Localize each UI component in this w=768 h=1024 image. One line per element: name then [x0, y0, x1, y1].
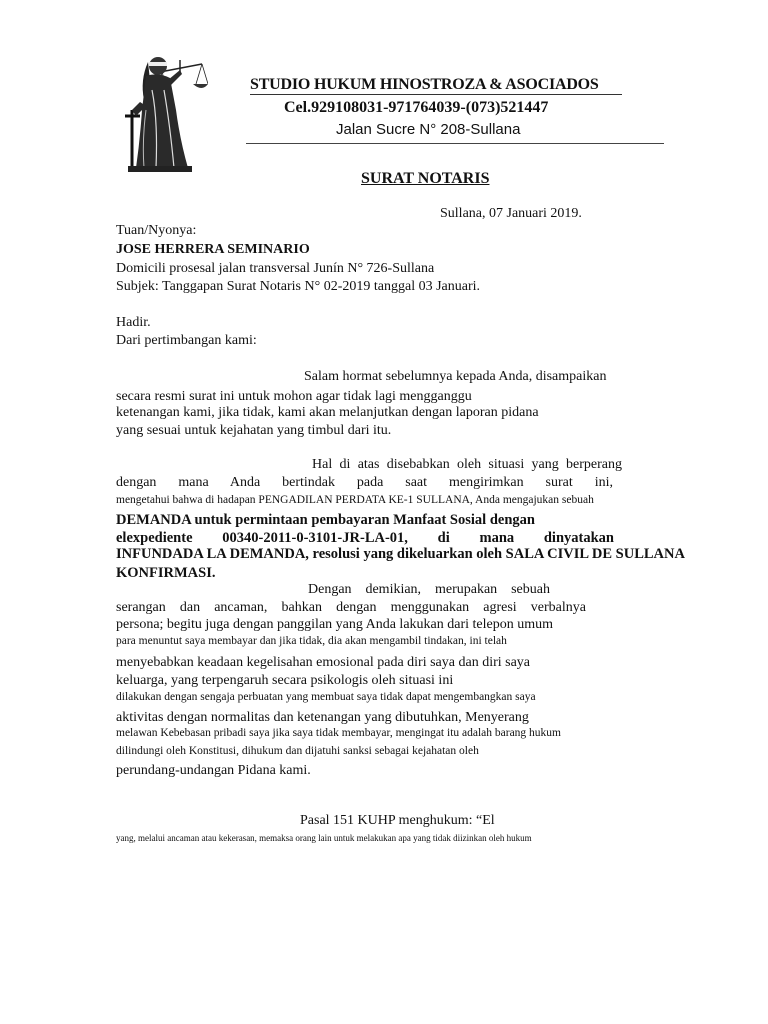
- paragraph-4-line: yang, melalui ancaman atau kekerasan, memaksa orang lain untuk melakukan apa yang tidak diizinkan oleh hukum: [116, 833, 532, 843]
- paragraph-3-line: serangan dan ancaman, bahkan dengan menggunakan agresi verbalnya: [116, 600, 586, 615]
- paragraph-4-line: Pasal 151 KUHP menghukum: “El: [300, 813, 495, 828]
- paragraph-2-line: INFUNDADA LA DEMANDA, resolusi yang dikeluarkan oleh SALA CIVIL DE SULLANA: [116, 546, 685, 562]
- lady-justice-icon: [118, 50, 208, 175]
- recipient-domicile: Domicili prosesal jalan transversal Junín N° 726-Sullana: [116, 261, 435, 276]
- paragraph-2-line: Hal di atas disebabkan oleh situasi yang berperang: [312, 457, 622, 472]
- recipient-name: JOSE HERRERA SEMINARIO: [116, 242, 310, 257]
- paragraph-2-line: mengetahui bahwa di hadapan PENGADILAN PERDATA KE-1 SULLANA, Anda mengajukan sebuah: [116, 494, 594, 506]
- salutation: Tuan/Nyonya:: [116, 223, 197, 238]
- paragraph-1-line: secara resmi surat ini untuk mohon agar tidak lagi mengganggu: [116, 389, 472, 404]
- paragraph-3-line: Dengan demikian, merupakan sebuah: [308, 582, 550, 597]
- paragraph-3-line: aktivitas dengan normalitas dan ketenangan yang dibutuhkan, Menyerang: [116, 710, 529, 725]
- paragraph-3-line: para menuntut saya membayar dan jika tidak, dia akan mengambil tindakan, ini telah: [116, 635, 507, 647]
- greeting: Hadir.: [116, 315, 151, 330]
- paragraph-3-line: menyebabkan keadaan kegelisahan emosional pada diri saya dan diri saya: [116, 655, 531, 670]
- firm-address: Jalan Sucre N° 208-Sullana: [336, 121, 521, 138]
- intro-line: Dari pertimbangan kami:: [116, 333, 257, 348]
- paragraph-3-line: melawan Kebebasan pribadi saya jika saya tidak membayar, mengingat itu adalah barang hukum: [116, 727, 562, 739]
- firm-name: STUDIO HUKUM HINOSTROZA & ASOCIADOS: [250, 76, 599, 93]
- paragraph-2-line: dengan mana Anda bertindak pada saat mengirimkan surat ini,: [116, 475, 613, 490]
- document-title: SURAT NOTARIS: [361, 170, 490, 187]
- paragraph-2-line: KONFIRMASI.: [116, 565, 216, 581]
- header-divider: [246, 143, 664, 144]
- firm-phones: Cel.929108031-971764039-(073)521447: [284, 99, 549, 116]
- paragraph-1-line: yang sesuai untuk kejahatan yang timbul dari itu.: [116, 423, 392, 438]
- paragraph-1-line: ketenangan kami, jika tidak, kami akan melanjutkan dengan laporan pidana: [116, 405, 539, 420]
- letter-date: Sullana, 07 Januari 2019.: [440, 206, 582, 221]
- paragraph-1-line: Salam hormat sebelumnya kepada Anda, disampaikan: [304, 369, 607, 384]
- firm-name-underline: [250, 94, 622, 95]
- paragraph-3-line: perundang-undangan Pidana kami.: [116, 763, 311, 778]
- paragraph-3-line: dilakukan dengan sengaja perbuatan yang membuat saya tidak dapat mengembangkan saya: [116, 691, 536, 703]
- paragraph-3-line: keluarga, yang terpengaruh secara psikologis oleh situasi ini: [116, 673, 454, 688]
- letter-subject: Subjek: Tanggapan Surat Notaris N° 02-2019 tanggal 03 Januari.: [116, 279, 481, 294]
- paragraph-2-line: elexpediente 00340-2011-0-3101-JR-LA-01, di mana dinyatakan: [116, 530, 614, 546]
- paragraph-3-line: persona; begitu juga dengan panggilan yang Anda lakukan dari telepon umum: [116, 617, 553, 632]
- paragraph-2-line: DEMANDA untuk permintaan pembayaran Manfaat Sosial dengan: [116, 512, 535, 528]
- paragraph-3-line: dilindungi oleh Konstitusi, dihukum dan dijatuhi sanksi sebagai kejahatan oleh: [116, 745, 479, 757]
